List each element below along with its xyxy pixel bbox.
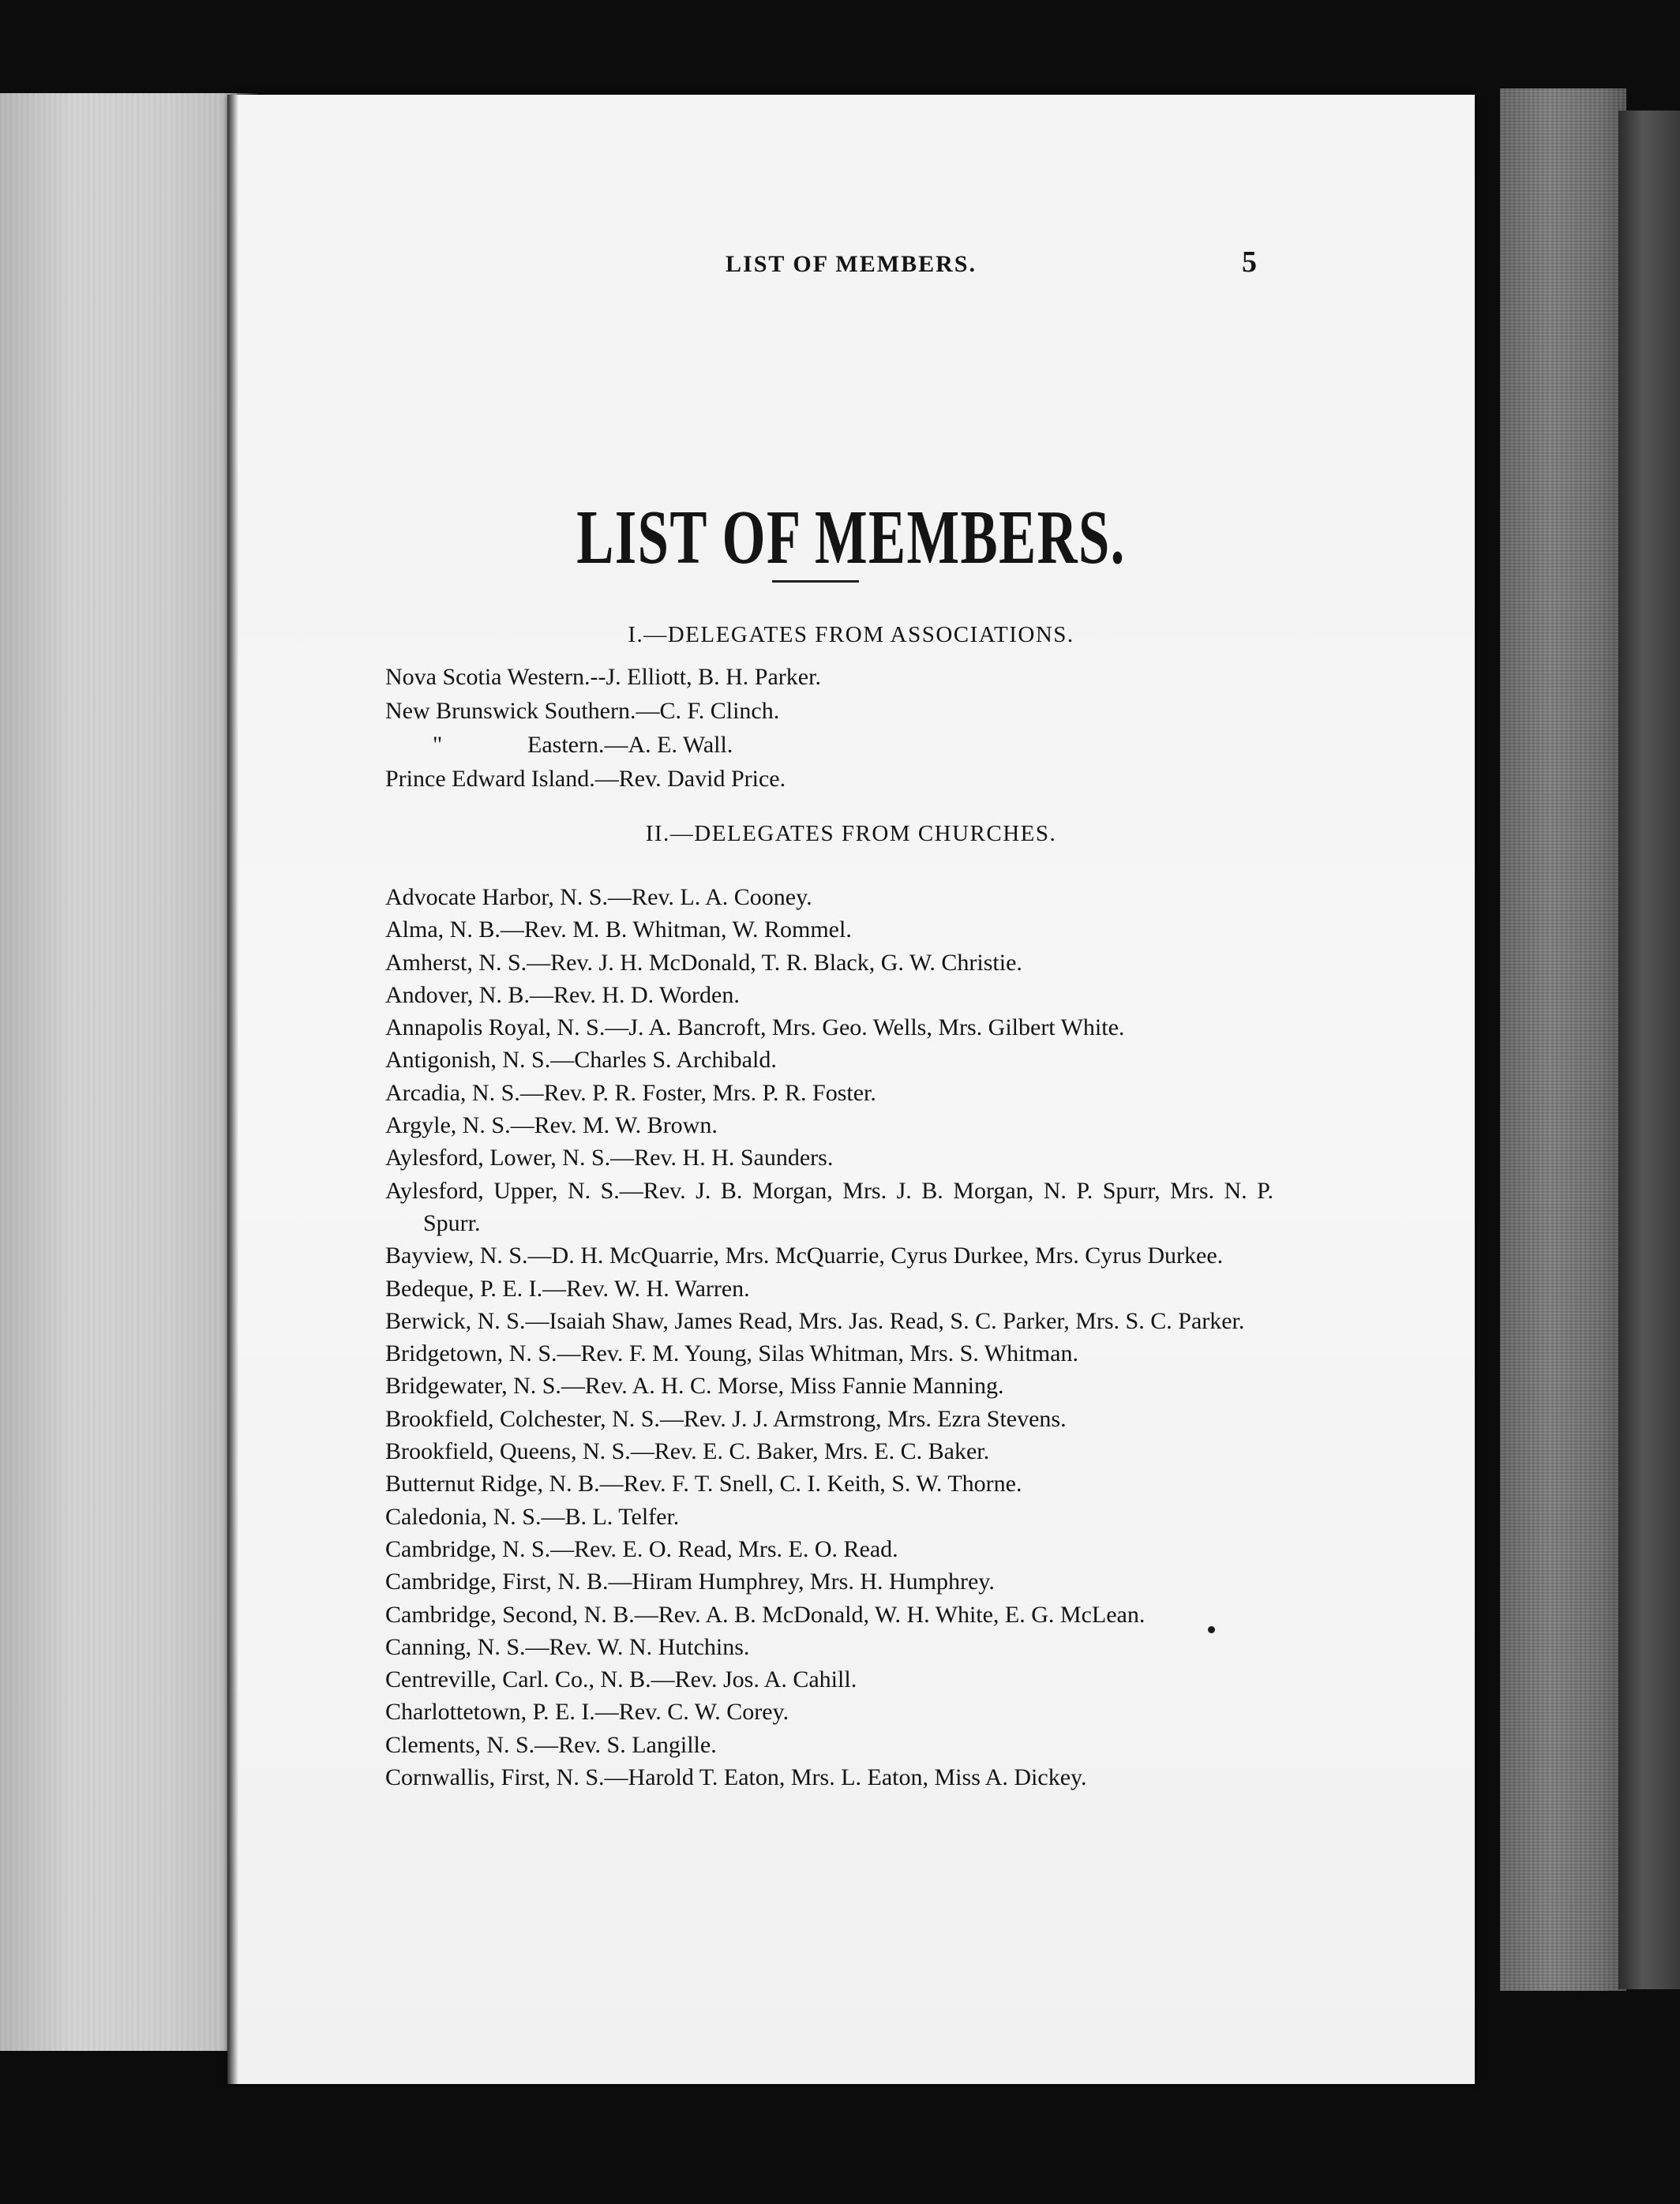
list-item: Cambridge, First, N. B.—Hiram Humphrey, Mrs. H. Humphrey.: [385, 1569, 995, 1595]
facing-page-left: [0, 93, 251, 2051]
list-item: Andover, N. B.—Rev. H. D. Worden.: [385, 981, 740, 1008]
page-number: 5: [1242, 246, 1257, 279]
list-item: Advocate Harbor, N. S.—Rev. L. A. Cooney.: [385, 884, 812, 910]
list-item: Antigonish, N. S.—Charles S. Archibald.: [385, 1047, 777, 1074]
list-item: Bayview, N. S.—D. H. McQuarrie, Mrs. McQuarrie, Cyrus Durkee, Mrs. Cyrus Durkee.: [385, 1243, 1224, 1269]
list-item: New Brunswick Southern.—C. F. Clinch.: [385, 698, 780, 724]
book-page-edges: [1500, 88, 1626, 1991]
section-heading-churches: II.—DELEGATES FROM CHURCHES.: [645, 821, 1057, 846]
list-item: Cambridge, N. S.—Rev. E. O. Read, Mrs. E. O. Read.: [385, 1535, 898, 1562]
page-gutter: [227, 95, 238, 2084]
list-item: Bedeque, P. E. I.—Rev. W. H. Warren.: [385, 1275, 750, 1302]
list-item: Nova Scotia Western.--J. Elliott, B. H. Parker.: [385, 664, 821, 690]
list-item: Brookfield, Queens, N. S.—Rev. E. C. Baker, Mrs. E. C. Baker.: [385, 1438, 990, 1465]
list-item: Amherst, N. S.—Rev. J. H. McDonald, T. R. Black, G. W. Christie.: [385, 949, 1022, 976]
list-item: Bridgetown, N. S.—Rev. F. M. Young, Silas Whitman, Mrs. S. Whitman.: [385, 1340, 1078, 1367]
list-item: Aylesford, Lower, N. S.—Rev. H. H. Saunders.: [385, 1145, 834, 1171]
section-heading-associations: I.—DELEGATES FROM ASSOCIATIONS.: [628, 622, 1074, 647]
list-item: Canning, N. S.—Rev. W. N. Hutchins.: [385, 1633, 750, 1660]
list-item: Arcadia, N. S.—Rev. P. R. Foster, Mrs. P. R. Foster.: [385, 1079, 876, 1106]
list-item: Annapolis Royal, N. S.—J. A. Bancroft, Mrs. Geo. Wells, Mrs. Gilbert White.: [385, 1014, 1125, 1041]
list-item: Brookfield, Colchester, N. S.—Rev. J. J. Armstrong, Mrs. Ezra Stevens.: [385, 1405, 1067, 1432]
churches-list: [385, 881, 1273, 1794]
list-item: Cornwallis, First, N. S.—Harold T. Eaton, Mrs. L. Eaton, Miss A. Dickey.: [385, 1764, 1087, 1791]
list-item: Clements, N. S.—Rev. S. Langille.: [385, 1731, 717, 1758]
associations-list: [385, 660, 1273, 796]
list-item: Aylesford, Upper, N. S.—Rev. J. B. Morgan, Mrs. J. B. Morgan, N. P. Spurr, Mrs. N. P. Spurr.: [385, 1177, 1273, 1236]
list-item: Bridgewater, N. S.—Rev. A. H. C. Morse, Miss Fannie Manning.: [385, 1373, 1004, 1400]
running-head: LIST OF MEMBERS.: [726, 251, 977, 277]
list-item: Centreville, Carl. Co., N. B.—Rev. Jos. A. Cahill.: [385, 1666, 857, 1693]
list-item: Butternut Ridge, N. B.—Rev. F. T. Snell, C. I. Keith, S. W. Thorne.: [385, 1471, 1022, 1497]
title-divider: [772, 580, 859, 583]
list-item: Prince Edward Island.—Rev. David Price.: [385, 766, 786, 792]
list-item: Alma, N. B.—Rev. M. B. Whitman, W. Rommel.: [385, 916, 852, 943]
list-item: Argyle, N. S.—Rev. M. W. Brown.: [385, 1112, 718, 1139]
ink-speck: [1208, 1626, 1215, 1633]
list-item: Charlottetown, P. E. I.—Rev. C. W. Corey.: [385, 1699, 789, 1726]
list-item: Caledonia, N. S.—B. L. Telfer.: [385, 1503, 680, 1530]
page-title: LIST OF MEMBERS.: [576, 495, 1126, 580]
list-item: Cambridge, Second, N. B.—Rev. A. B. McDonald, W. H. White, E. G. McLean.: [385, 1601, 1146, 1628]
ditto-mark: ": [433, 732, 443, 758]
book-cover-edge: [1618, 111, 1680, 1989]
list-item: [385, 728, 1273, 762]
list-item-text: Eastern.—A. E. Wall.: [527, 732, 733, 758]
list-item: Berwick, N. S.—Isaiah Shaw, James Read, Mrs. Jas. Read, S. C. Parker, Mrs. S. C. Parker.: [385, 1307, 1245, 1334]
document-page: [227, 95, 1475, 2084]
